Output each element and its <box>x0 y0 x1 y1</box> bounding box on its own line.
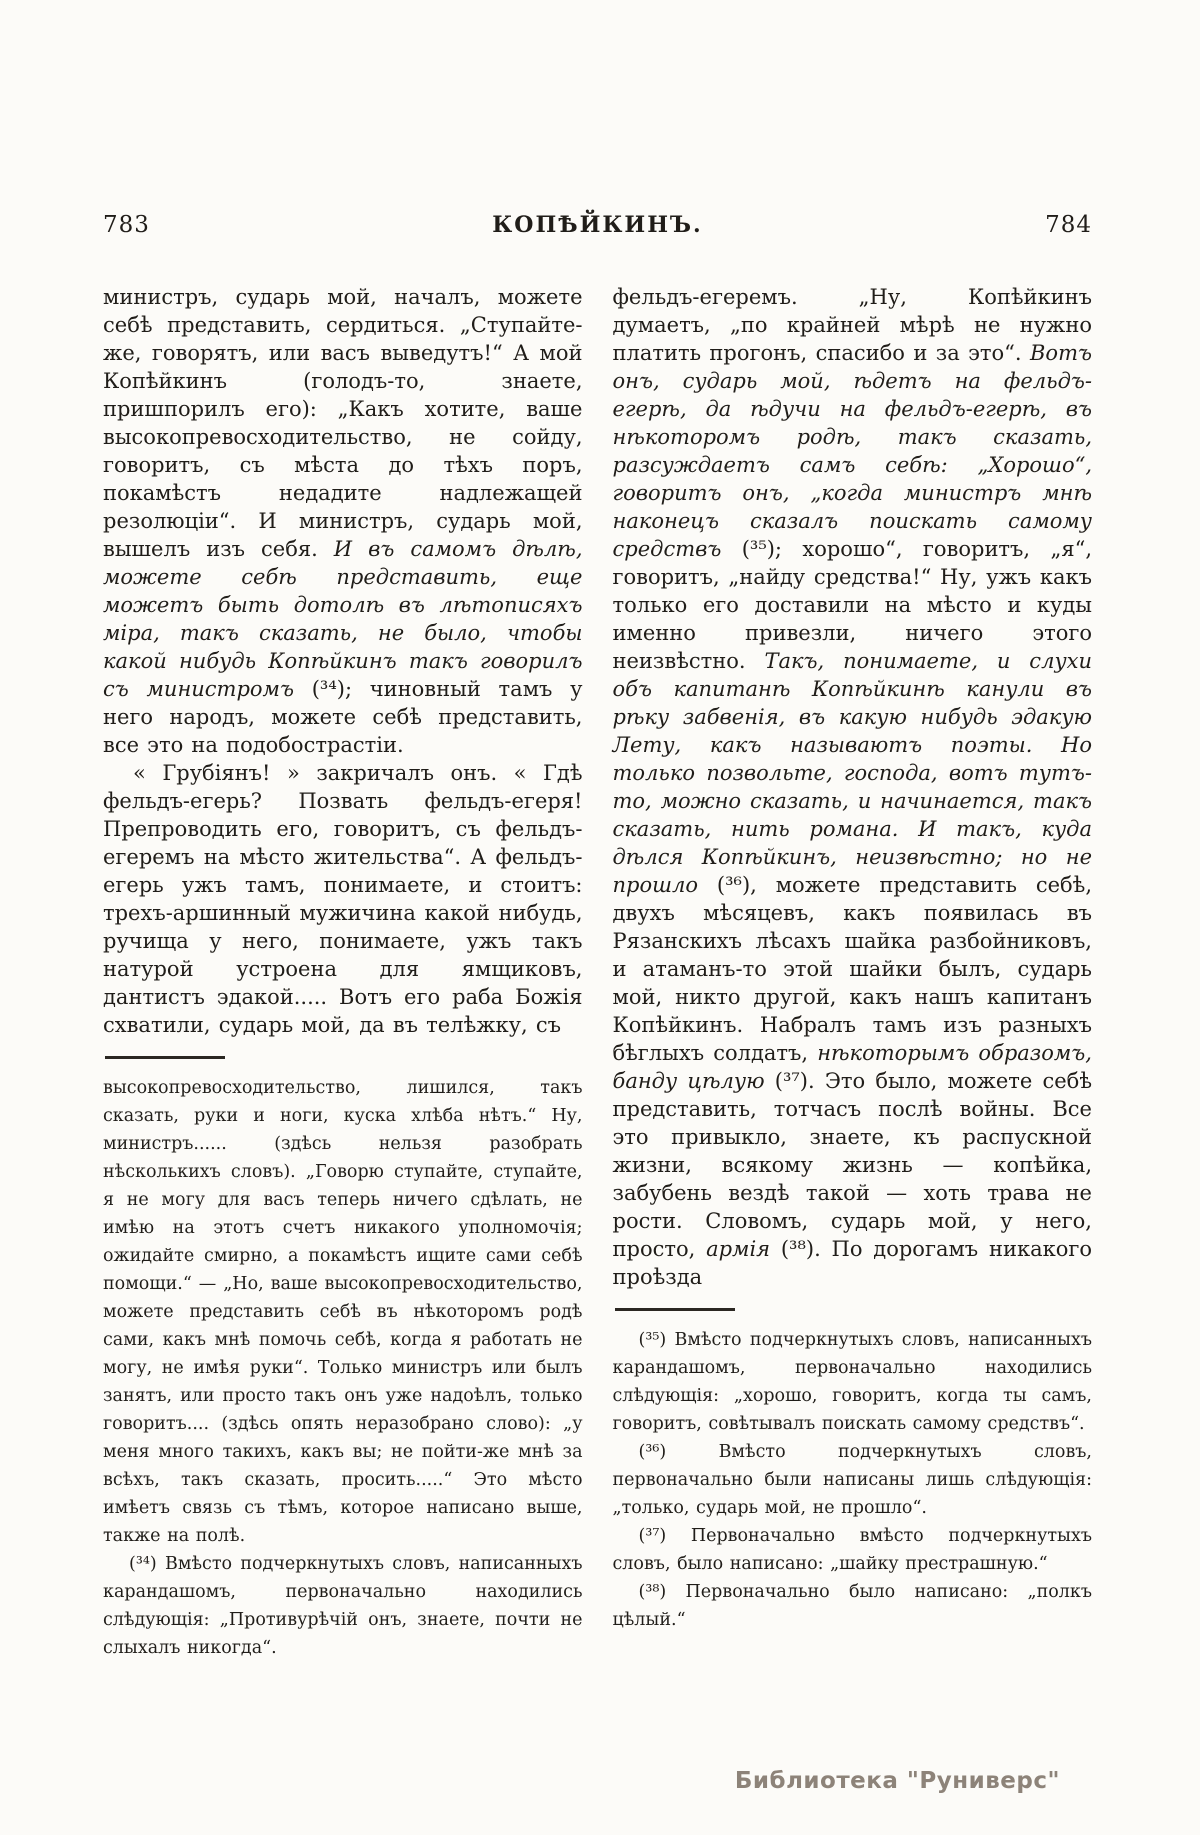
footnote-paragraph <box>103 1074 583 1550</box>
text-run: (³⁶), можете представить себѣ, двухъ мѣсяцевъ, какъ появилась въ Рязанскихъ лѣсахъ шайка разбойниковъ, и атаманъ-то этой шайки былъ, сударь мой, никто другой, какъ нашъ капитанъ Копѣйкинъ. Набралъ тамъ изъ разныхъ бѣглыхъ солдатъ, <box>612 873 1092 1065</box>
text-run: (³⁴); чиновный тамъ у него народъ, можете себѣ представить, все это на подобострастіи. <box>103 677 583 757</box>
text-run: (³⁷). Это было, можете себѣ представить, тотчасъ послѣ войны. Все это привыкло, знаете, къ распускной жизни, всякому жизнь — копѣйка, забубень вездѣ такой — хоть трава не рости. Словомъ, сударь мой, у него, просто, <box>612 1069 1092 1261</box>
italic-text-run: армія <box>706 1237 781 1261</box>
text-run: министръ, сударь мой, началъ, можете себѣ представить, сердиться. „Ступайте-же, говорятъ, или васъ выведутъ!“ А мой Копѣйкинъ (голодъ-то, знаете, пришпорилъ его): „Какъ хотите, ваше высокопревосходительство, не сойду, говоритъ, съ мѣста до тѣхъ поръ, покамѣстъ недадите надлежащей резолюціи“. И министръ, сударь мой, вышелъ изъ себя. <box>103 285 583 561</box>
footnote-separator-right <box>615 1308 735 1311</box>
italic-text-run: Вотъ онъ, сударь мой, ѣдетъ на фельдъ-егерѣ, да ѣдучи на фельдъ-егерѣ, въ нѣкоторомъ родѣ, такъ сказать, разсуждаетъ самъ себѣ: „Хорошо“, говоритъ онъ, „когда министръ мнѣ наконецъ сказалъ поискать самому средствъ <box>612 341 1092 561</box>
page-number-right: 784 <box>1045 212 1092 238</box>
text-run: (³⁵); хорошо“, говоритъ, „я“, говоритъ, „найду средства!“ Ну, ужъ какъ только его доставили на мѣсто и куды именно привезли, ничего этого неизвѣстно. <box>612 537 1092 673</box>
italic-text-run: Такъ, понимаете, и слухи объ капитанѣ Копѣйкинѣ канули въ рѣку забвенія, въ какую нибудь эдакую Лету, какъ называютъ поэты. Но только позвольте, господа, вотъ тутъ-то, можно сказать, и начинается, такъ сказать, нить романа. И такъ, куда дѣлся Копѣйкинъ, неизвѣстно; но не прошло <box>612 649 1092 897</box>
left-column-body-text <box>103 283 583 1039</box>
text-run: высокопревосходительство, лишился, такъ сказать, руки и ноги, куска хлѣба нѣтъ.“ Ну, министръ...... (здѣсь нельзя разобрать нѣсколькихъ словъ). „Говорю ступайте, ступайте, я не могу для васъ теперь ничего сдѣлать, не имѣю на этотъ счетъ никакого уполномочія; ожидайте смирно, а покамѣстъ ищите сами себѣ помощи.“ — „Но, ваше высокопревосходительство, можете представить себѣ въ нѣкоторомъ родѣ сами, какъ мнѣ помочь себѣ, когда я работать не могу, не имѣя руки“. Только министръ или былъ занятъ, или просто такъ онъ уже надоѣлъ, только говоритъ.... (здѣсь опять неразобрано слово): „у меня много такихъ, какъ вы; не пойти-же мнѣ за всѣхъ, такъ сказать, просить.....“ Это мѣсто имѣетъ связь съ тѣмъ, которое написано выше, также на полѣ. <box>103 1078 583 1546</box>
page-number-left: 783 <box>103 212 150 238</box>
footnote-paragraph <box>613 1522 1093 1578</box>
running-title: КОПѢЙКИНЪ. <box>492 212 703 238</box>
text-run: (³⁸). По дорогамъ никакого проѣзда <box>612 1237 1092 1289</box>
footnote-separator-left <box>105 1056 225 1059</box>
right-column-body-text <box>613 283 1093 1291</box>
italic-text-run: И въ самомъ дѣлѣ, можете себѣ представить, еще можетъ быть дотолѣ въ лѣтописяхъ міра, такъ сказать, не было, чтобы какой нибудь Копѣйкинъ такъ говорилъ съ министромъ <box>103 537 583 701</box>
library-watermark: Библиотека "Руниверс" <box>734 1768 1060 1794</box>
text-run: фельдъ-егеремъ. „Ну, Копѣйкинъ думаетъ, „по крайней мѣрѣ не нужно платить прогонъ, спасибо и за это“. <box>612 285 1092 365</box>
body-paragraph <box>103 759 583 1039</box>
text-run: (³⁷) Первоначально вмѣсто подчеркнутыхъ словъ, было написано: „шайку престрашную.“ <box>612 1526 1092 1574</box>
right-column-footnotes <box>613 1326 1093 1634</box>
text-run: « Грубіянъ! » закричалъ онъ. « Гдѣ фельдъ-егерь? Позвать фельдъ-егеря! Препроводить его, говоритъ, съ фельдъ-егеремъ на мѣсто жительства“. А фельдъ-егерь ужъ тамъ, понимаете, и стоитъ: трехъ-аршинный мужичина какой нибудь, ручища у него, понимаете, ужъ такъ натурой устроена для ямщиковъ, дантистъ эдакой..... Вотъ его раба Божія схватили, сударь мой, да въ телѣжку, съ <box>103 761 583 1037</box>
text-run: (³⁴) Вмѣсто подчеркнутыхъ словъ, написанныхъ карандашомъ, первоначально находились слѣдующія: „Противурѣчій онъ, знаете, почти не слыхалъ никогда“. <box>103 1554 583 1658</box>
footnote-paragraph <box>613 1578 1093 1634</box>
left-column-footnotes <box>103 1074 583 1662</box>
italic-text-run: нѣкоторымъ образомъ, банду цѣлую <box>612 1041 1092 1093</box>
right-column <box>613 283 1093 1662</box>
footnote-paragraph <box>613 1326 1093 1438</box>
text-run: (³⁶) Вмѣсто подчеркнутыхъ словъ, первоначально были написаны лишь слѣдующія: „только, сударь мой, не прошло“. <box>612 1442 1092 1518</box>
left-column <box>103 283 583 1662</box>
page-header <box>103 212 1092 244</box>
text-run: (³⁸) Первоначально было написано: „полкъ цѣлый.“ <box>612 1582 1092 1630</box>
text-run: (³⁵) Вмѣсто подчеркнутыхъ словъ, написанныхъ карандашомъ, первоначально находились слѣдующія: „хорошо, говоритъ, когда ты самъ, говоритъ, совѣтывалъ поискать самому средствъ“. <box>612 1330 1092 1434</box>
footnote-paragraph <box>613 1438 1093 1522</box>
body-paragraph <box>613 283 1093 1291</box>
body-paragraph <box>103 283 583 759</box>
text-columns <box>103 283 1092 1662</box>
footnote-paragraph <box>103 1550 583 1662</box>
